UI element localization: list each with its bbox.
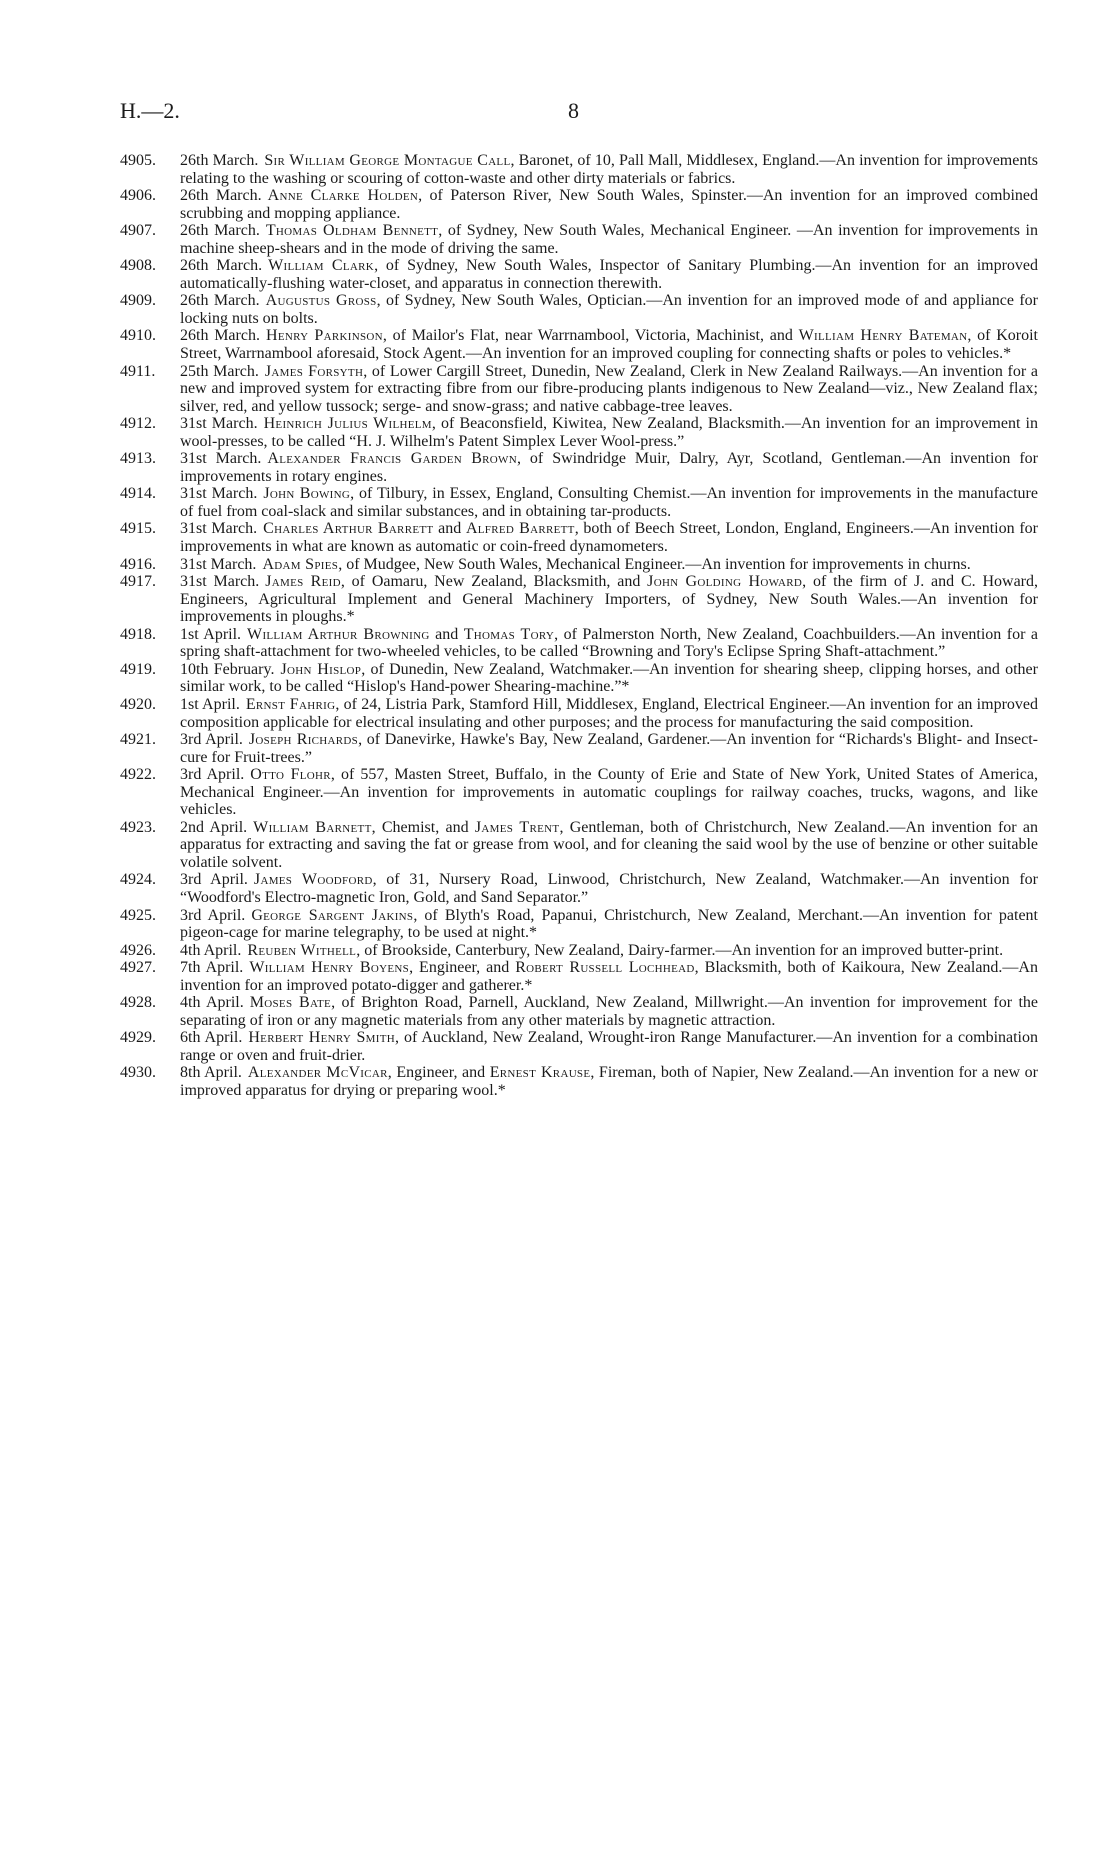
applicant-name: Thomas Tory <box>463 625 555 643</box>
entry-number: 4924. <box>120 871 156 889</box>
patent-entry <box>120 222 1038 257</box>
entry-number: 4927. <box>120 959 156 977</box>
entry-number: 4922. <box>120 766 156 784</box>
entry-number: 4921. <box>120 731 156 749</box>
entry-text: , of Dunedin, New Zealand, Watchmaker.—An invention for shearing sheep, clipping horses, and other similar work, to be called “Hislop's Hand-power Shearing-machine.”* <box>180 660 1038 696</box>
applicant-name: Heinrich Julius Wilhelm <box>263 415 432 433</box>
applicant-name: William Arthur Browning <box>247 625 430 643</box>
entry-date: 3rd April. <box>180 871 248 889</box>
entry-date: 6th April. <box>180 1029 243 1047</box>
entry-date: 31st March. <box>180 520 258 538</box>
patent-entry <box>120 907 1038 942</box>
patent-entry <box>120 292 1038 327</box>
patent-entry <box>120 327 1038 362</box>
applicant-name: Charles Arthur Barrett <box>263 520 434 538</box>
patent-entry <box>120 766 1038 819</box>
applicant-name: John Bowing <box>263 485 351 503</box>
entry-number: 4914. <box>120 485 156 503</box>
entry-text: and <box>433 520 466 538</box>
entry-text: , of 31, Nursery Road, Linwood, Christchurch, New Zealand, Watchmaker.—An invention for “Woodford's Electro-magnetic Iron, Gold, and Sand Separator.” <box>180 871 1039 906</box>
entry-date: 1st April. <box>180 625 242 643</box>
entry-date: 4th April. <box>180 994 244 1012</box>
entry-text: , of Danevirke, Hawke's Bay, New Zealand, Gardener.—An invention for “Richards's Blight- and Insect-cure for Fruit-trees.” <box>180 731 1039 766</box>
entry-date: 31st March. <box>180 415 258 433</box>
entry-text: , Engineer, and <box>387 1064 490 1082</box>
applicant-name: Ernst Fahrig <box>245 695 336 713</box>
applicant-name: Joseph Richards <box>248 731 359 749</box>
applicant-name: Moses Bate <box>249 994 332 1012</box>
entry-number: 4911. <box>120 362 156 380</box>
applicant-name: John Golding Howard <box>647 573 803 591</box>
entry-number: 4915. <box>120 520 156 538</box>
entry-text: , of Swindridge Muir, Dalry, Ayr, Scotland, Gentleman.—An invention for improvements in rotary engines. <box>180 450 1038 485</box>
patent-entry <box>120 1064 1038 1099</box>
patent-entry <box>120 626 1038 661</box>
entry-number: 4918. <box>120 625 156 643</box>
applicant-name: George Sargent Jakins <box>251 906 414 924</box>
patent-entry <box>120 450 1038 485</box>
entry-date: 31st March. <box>180 555 257 573</box>
entry-number: 4925. <box>120 906 156 924</box>
entry-number: 4919. <box>120 660 156 678</box>
applicant-name: James Forsyth <box>264 362 364 380</box>
applicant-name: Augustus Gross <box>265 292 377 310</box>
entry-text: , of Oamaru, New Zealand, Blacksmith, and <box>340 573 648 591</box>
patent-entry <box>120 994 1038 1029</box>
entry-text: , of Tilbury, in Essex, England, Consulting Chemist.—An invention for improvements in the manufacture of fuel from coal-slack and similar substances, and in obtaining tar-products. <box>180 485 1038 520</box>
patent-entry <box>120 573 1038 626</box>
applicant-name: Herbert Henry Smith <box>248 1029 395 1047</box>
entry-number: 4907. <box>120 222 156 240</box>
patent-entry <box>120 942 1038 960</box>
entry-text: , of 557, Masten Street, Buffalo, in the County of Erie and State of New York, United States of America, Mechanical Engineer.—An invention for improvements in automatic couplings for railway coaches, trucks, wagons, and like vehicles. <box>180 766 1038 819</box>
entry-date: 26th March. <box>180 222 260 240</box>
applicant-name: Sir William George Montague Call <box>264 152 511 169</box>
entry-date: 26th March. <box>180 327 260 345</box>
patent-entries-list <box>120 152 1038 1100</box>
entry-text: , Baronet, of 10, Pall Mall, Middlesex, England.—An invention for improvements relating to the washing or scouring of cotton-waste and other dirty materials or fabrics. <box>180 152 1039 187</box>
entry-number: 4908. <box>120 257 156 275</box>
entry-date: 3rd April. <box>180 731 243 749</box>
applicant-name: Alfred Barrett <box>465 520 575 538</box>
patent-entry <box>120 152 1038 187</box>
applicant-name: Otto Flohr <box>250 766 331 784</box>
entry-text: , Chemist, and <box>371 818 475 836</box>
entry-text: , Engineer, and <box>409 959 516 977</box>
entry-number: 4929. <box>120 1029 156 1047</box>
patent-entry <box>120 871 1038 906</box>
patent-entry <box>120 485 1038 520</box>
applicant-name: John Hislop <box>280 660 362 678</box>
entry-text: , Gentleman, both of Christchurch, New Zealand.—An invention for an apparatus for extracting and saving the fat or grease from wool, and for cleaning the said wool by the use of benzine or other suitable volatile solvent. <box>180 818 1039 871</box>
entry-text: , of Sydney, New South Wales, Mechanical Engineer. —An invention for improvements in machine sheep-shears and in the mode of driving the same. <box>180 222 1039 257</box>
applicant-name: James Trent <box>474 818 560 836</box>
patent-entry <box>120 731 1038 766</box>
entry-text: , of Sydney, New South Wales, Optician.—An invention for an improved mode of and appliance for locking nuts on bolts. <box>180 292 1039 327</box>
entry-date: 10th February. <box>180 660 275 678</box>
entry-date: 31st March. <box>180 485 258 503</box>
patent-entry <box>120 187 1038 222</box>
entry-date: 3rd April. <box>180 906 246 924</box>
entry-number: 4909. <box>120 292 156 310</box>
entry-text: and <box>429 625 464 643</box>
patent-entry <box>120 819 1038 872</box>
entry-date: 8th April. <box>180 1064 242 1082</box>
entry-number: 4906. <box>120 187 156 205</box>
entry-text: , of the firm of J. and C. Howard, Engineers, Agricultural Implement and General Machinery Importers, of Sydney, New South Wales.—An invention for improvements in ploughs.* <box>180 573 1039 626</box>
entry-text: , of Koroit Street, Warrnambool aforesaid, Stock Agent.—An invention for an improved coupling for connecting shafts or poles to vehicles.* <box>180 327 1038 363</box>
entry-number: 4912. <box>120 415 156 433</box>
patent-entry <box>120 363 1038 416</box>
page-header <box>120 98 1020 128</box>
entry-text: , of Brookside, Canterbury, New Zealand, Dairy-farmer.—An invention for an improved butter-print. <box>356 941 1004 959</box>
entry-text: , of Lower Cargill Street, Dunedin, New Zealand, Clerk in New Zealand Railways.—An invention for a new and improved system for extracting fibre from our fibre-producing plants indigenous to New Zealand—viz., New Zealand flax; silver, red, and yellow tussock; serge- and snow-grass; and native cabbage-tree leaves. <box>180 362 1039 415</box>
entry-text: , of Mudgee, New South Wales, Mechanical Engineer.—An invention for improvements in churns. <box>338 555 971 573</box>
patent-entry <box>120 257 1038 292</box>
entry-date: 7th April. <box>180 959 244 977</box>
entry-date: 2nd April. <box>180 818 248 836</box>
applicant-name: Alexander Francis Garden Brown <box>267 450 517 468</box>
entry-text: , of Blyth's Road, Papanui, Christchurch, New Zealand, Merchant.—An invention for patent pigeon-cage for marine telegraphy, to be used at night.* <box>180 906 1039 942</box>
entry-text: , Fireman, both of Napier, New Zealand.—An invention for a new or improved apparatus for drying or preparing wool.* <box>180 1064 1038 1099</box>
entry-text: , of Auckland, New Zealand, Wrought-iron Range Manufacturer.—An invention for a combination range or oven and fruit-drier. <box>180 1029 1039 1064</box>
document-reference: H.—2. <box>120 98 180 123</box>
applicant-name: Adam Spies <box>262 555 339 573</box>
applicant-name: Ernest Krause <box>489 1064 591 1082</box>
patent-entry <box>120 415 1038 450</box>
patent-entry <box>120 661 1038 696</box>
entry-text: , both of Beech Street, London, England, Engineers.—An invention for improvements in what are known as automatic or coin-freed dynamometers. <box>180 520 1038 556</box>
entry-number: 4930. <box>120 1064 156 1082</box>
applicant-name: William Barnett <box>253 818 372 836</box>
entry-text: , of Mailor's Flat, near Warrnambool, Victoria, Machinist, and <box>382 327 799 345</box>
entry-text: , of Palmerston North, New Zealand, Coachbuilders.—An invention for a spring shaft-attachment for two-wheeled vehicles, to be called “Browning and Tory's Eclipse Spring Shaft-attachment.” <box>180 625 1038 661</box>
entry-text: , of 24, Listria Park, Stamford Hill, Middlesex, England, Electrical Engineer.—An invention for an improved composition applicable for electrical insulating and other purposes; and the process for manufacturing the said composition. <box>180 695 1038 731</box>
entry-date: 26th March. <box>180 187 262 205</box>
entry-date: 4th April. <box>180 941 242 959</box>
applicant-name: Anne Clarke Holden <box>267 187 419 205</box>
patent-entry <box>120 959 1038 994</box>
applicant-name: Henry Parkinson <box>265 327 383 345</box>
entry-number: 4923. <box>120 818 156 836</box>
patent-entry <box>120 556 1038 574</box>
entry-text: , of Beaconsfield, Kiwitea, New Zealand, Blacksmith.—An invention for an improvement in wool-presses, to be called “H. J. Wilhelm's Patent Simplex Lever Wool-press.” <box>180 415 1039 450</box>
entry-text: , of Brighton Road, Parnell, Auckland, New Zealand, Millwright.—An invention for improvement for the separating of iron or any magnetic materials from any other materials by magnetic attraction. <box>180 994 1038 1029</box>
applicant-name: William Clark <box>268 257 375 275</box>
entry-date: 26th March. <box>180 292 260 310</box>
entry-date: 1st April. <box>180 695 240 713</box>
entry-date: 25th March. <box>180 362 259 380</box>
entry-date: 26th March. <box>180 257 263 275</box>
entry-number: 4920. <box>120 695 156 713</box>
entry-number: 4917. <box>120 573 156 591</box>
applicant-name: Robert Russell Lochhead <box>515 959 695 977</box>
entry-date: 31st March. <box>180 450 262 468</box>
entry-number: 4913. <box>120 450 156 468</box>
entry-number: 4916. <box>120 555 156 573</box>
entry-date: 3rd April. <box>180 766 245 784</box>
patent-entry <box>120 1029 1038 1064</box>
applicant-name: Reuben Withell <box>247 941 357 959</box>
entry-date: 26th March. <box>180 152 259 169</box>
entry-number: 4905. <box>120 152 156 169</box>
entry-date: 31st March. <box>180 573 260 591</box>
patent-entry <box>120 520 1038 555</box>
entry-number: 4910. <box>120 327 156 345</box>
applicant-name: James Reid <box>265 573 341 591</box>
entry-number: 4926. <box>120 941 156 959</box>
applicant-name: James Woodford <box>253 871 373 889</box>
patent-entry <box>120 696 1038 731</box>
applicant-name: Alexander McVicar <box>247 1064 388 1082</box>
entry-text: , Blacksmith, both of Kaikoura, New Zealand.—An invention for an improved potato-digger and gatherer.* <box>180 959 1038 994</box>
page-number: 8 <box>568 98 579 123</box>
entry-text: , of Paterson River, New South Wales, Spinster.—An invention for an improved combined scrubbing and mopping appliance. <box>180 187 1038 222</box>
entry-number: 4928. <box>120 994 156 1012</box>
applicant-name: William Henry Bateman <box>798 327 968 345</box>
entry-text: , of Sydney, New South Wales, Inspector of Sanitary Plumbing.—An invention for an improved automatically-flushing water-closet, and apparatus in connection therewith. <box>180 257 1039 292</box>
applicant-name: Thomas Oldham Bennett <box>265 222 439 240</box>
applicant-name: William Henry Boyens <box>249 959 410 977</box>
